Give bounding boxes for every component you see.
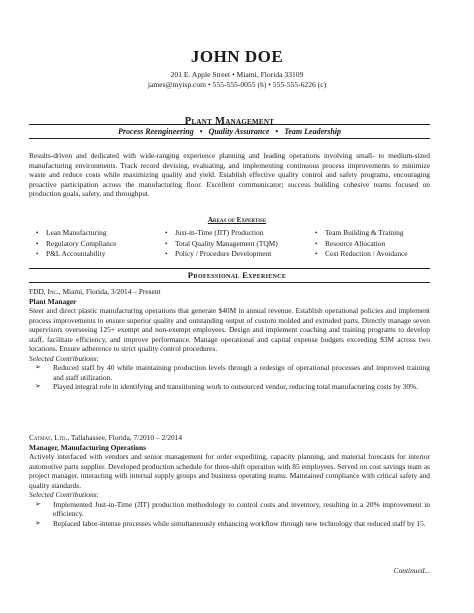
arrow-bullet-icon: ➢ <box>35 499 41 508</box>
expertise-item: • Just-in-Time (JIT) Production <box>165 228 278 239</box>
job-location-dates: , Tallahassee, Florida, 7/2010 – 2/2014 <box>67 433 183 442</box>
continued-note: Continued... <box>393 566 430 575</box>
arrow-bullet-icon: ➢ <box>35 518 41 527</box>
expertise-item: • P&L Accountability <box>36 249 116 260</box>
divider <box>29 282 430 283</box>
company-name: FDD, Inc. <box>29 287 59 296</box>
bullet-separator: • <box>275 127 279 136</box>
company-name: Catmat, Ltd. <box>29 433 68 442</box>
divider <box>29 268 430 269</box>
tagline-item: Team Leadership <box>284 127 342 136</box>
summary-paragraph: Results-driven and dedicated with wide-ranging experience planning and leading operations involving small- to medium-sized manufacturing environments. Track record devising, evaluating, and implementing continuous process improvements to minimize waste and reduce costs while maximizing quality and yield. Establish effective quality control and safety programs, encouraging proactive participation across the manufacturing floor. Excellent communicator; success building cohesive teams focused on production goals, safety, and throughput. <box>29 151 430 199</box>
employer-line <box>29 433 430 443</box>
expertise-item: • Total Quality Management (TQM) <box>165 239 278 250</box>
job-description: Actively interfaced with vendors and senior management for order expediting, capacity planning, and material forecasts for interior automotive parts supplier. Developed production schedule for three-shift operation with 85 employees. Served on cost savings team as project manager, interacting with internal supply groups and business operating teams. Maintained compliance with critical safety and quality standards. <box>29 452 430 490</box>
tagline-item: Quality Assurance <box>208 127 270 136</box>
bullet-separator: • <box>199 127 203 136</box>
achievement-text: Reduced staff by 40 while maintaining production levels through a redesign of operational processes and improved training and staff utilization. <box>53 363 430 382</box>
candidate-name: JOHN DOE <box>190 47 284 66</box>
expertise-item: • Cost Reduction / Avoidance <box>315 249 408 260</box>
contact-line: james@myisp.com • 555-555-0055 (h) • 555-555-6226 (c) <box>147 80 327 89</box>
employer-line <box>29 287 430 297</box>
arrow-bullet-icon: ➢ <box>35 363 41 371</box>
job-description: Steer and direct plastic manufacturing operations that generate $40M in annual revenue. Establish operational policies and implement process improvements to ensure superior quality and outstanding output of custom molded and extruded parts. Directly manage seven supervisors overseeing 125+ exempt and non-exempt employees. Design and implement coaching and training programs to develop staff, facilitate efficiency, and improve performance. Manage operational and capital expense budgets exceeding $3M across two locations. Ensure adherence to strict quality control procedures. <box>29 306 430 353</box>
expertise-item: • Lean Manufacturing <box>36 228 116 239</box>
expertise-heading: Areas of Expertise <box>207 216 267 224</box>
job-entry <box>29 433 430 528</box>
achievement-item <box>29 500 430 519</box>
expertise-item: • Regulatory Compliance <box>36 239 116 250</box>
expertise-column <box>165 228 278 260</box>
achievement-item <box>29 363 430 382</box>
achievement-text: Replaced labor-intense processes while simultaneously enhancing workflow through new technology that reduced staff by 15. <box>53 518 426 528</box>
expertise-item: • Policy / Procedure Development <box>165 249 278 260</box>
contributions-label: Selected Contributions: <box>29 353 99 363</box>
job-title: Manager, Manufacturing Operations <box>29 442 146 452</box>
arrow-bullet-icon: ➢ <box>35 382 41 390</box>
experience-heading: Professional Experience <box>187 270 287 280</box>
headline: Plant Management <box>184 116 275 127</box>
address-line: 201 E. Apple Street • Miami, Florida 33109 <box>170 70 304 79</box>
achievement-item <box>29 519 430 529</box>
tagline <box>29 127 430 136</box>
achievement-text: Implemented Just-in-Time (JIT) production methodology to control costs and inventory, resulting in a 20% improvement in efficiency. <box>53 499 430 518</box>
divider <box>29 138 430 139</box>
expertise-column <box>315 228 408 260</box>
achievement-item <box>29 382 430 392</box>
expertise-item: • Resource Allocation <box>315 239 408 250</box>
tagline-item: Process Reengineering <box>117 127 194 136</box>
achievement-text: Played integral role in identifying and transitioning work to outsourced vendor, reducing total manufacturing costs by 30%. <box>53 382 419 391</box>
expertise-column <box>36 228 116 260</box>
job-entry <box>29 287 430 392</box>
job-title: Plant Manager <box>29 296 77 306</box>
divider <box>29 124 430 125</box>
job-location-dates: , Miami, Florida, 3/2014 – Present <box>58 287 161 296</box>
contributions-label: Selected Contributions: <box>29 490 99 499</box>
expertise-item: • Team Building & Training <box>315 228 408 239</box>
